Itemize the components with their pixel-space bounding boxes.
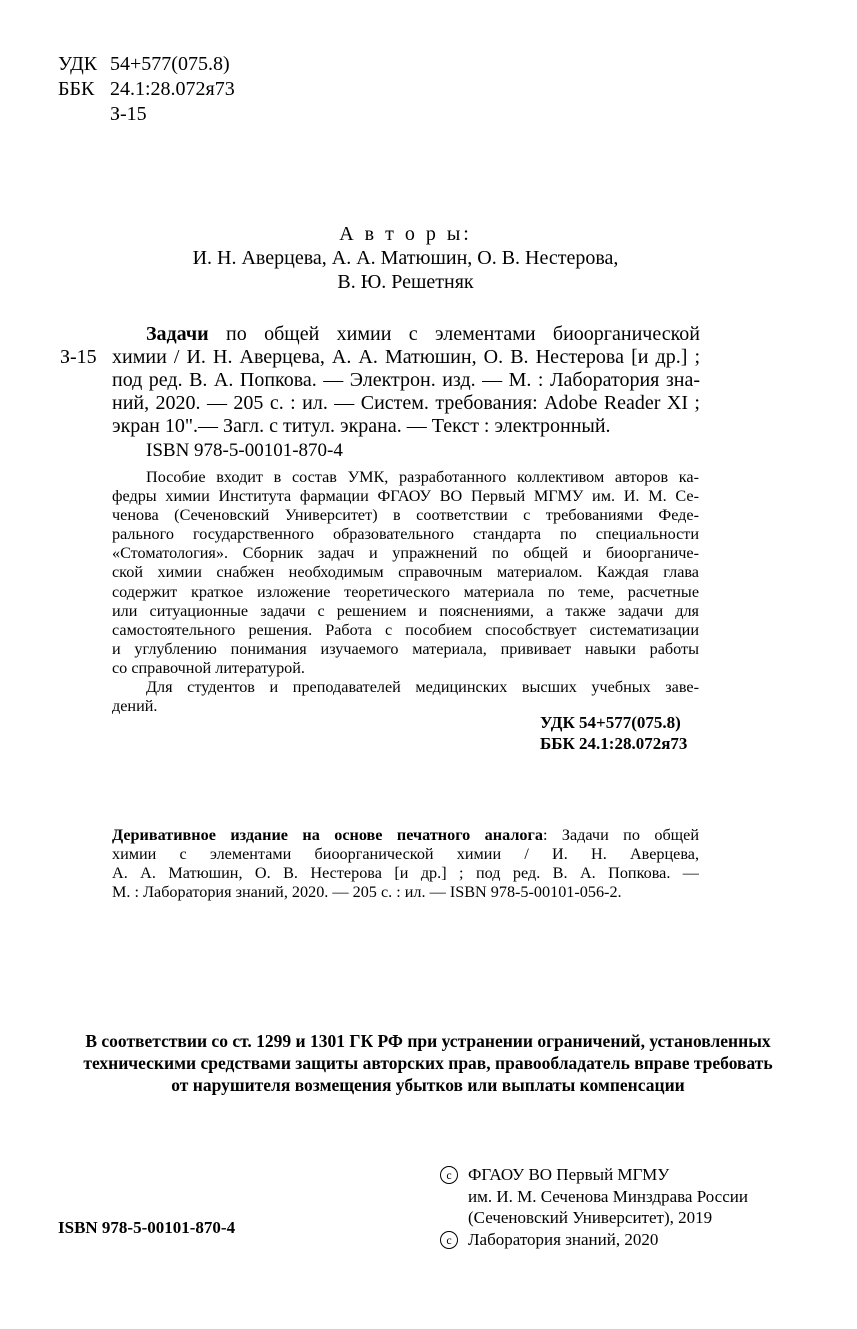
copyright-holder-2 <box>440 1229 748 1251</box>
bbk-row <box>58 77 235 102</box>
bib-line: химии / И. Н. Аверцева, А. А. Матюшин, О. В. Нестерова [и др.] ; <box>112 346 700 368</box>
annotation-line: рального государственного образовательного стандарта по специальности <box>112 525 699 544</box>
bib-line <box>112 323 700 346</box>
bib-title: Задачи <box>146 323 209 345</box>
udk-label: УДК <box>58 53 98 75</box>
authors-line-2: В. Ю. Решетняк <box>337 271 474 293</box>
copyright-icon: c <box>440 1231 458 1249</box>
annotation-line: содержит краткое изложение теоретического материала по теме, расчетные <box>112 582 699 601</box>
authors-heading: А в т о р ы: <box>339 223 472 245</box>
derivative-line <box>112 826 699 845</box>
copyright-holder-line: ФГАОУ ВО Первый МГМУ <box>468 1165 670 1184</box>
copyright-holder-line: им. И. М. Сеченова Минздрава России <box>468 1186 748 1206</box>
notice-line: В соответствии со ст. 1299 и 1301 ГК РФ при устранении ограничений, установленных <box>85 1031 771 1051</box>
derivative-line-text: : Задачи по общей <box>542 826 699 844</box>
udk-bold: УДК 54+577(075.8) <box>540 713 681 732</box>
derivative-heading: Деривативное издание на основе печатного аналога <box>112 826 543 844</box>
annotation-line: «Стоматология». Сборник задач и упражнений по общей и биоорганиче- <box>112 544 699 563</box>
udk-value: 54+577(075.8) <box>110 53 230 75</box>
annotation <box>112 468 699 716</box>
copyright-holder-1 <box>440 1164 748 1186</box>
derivative-line: М. : Лаборатория знаний, 2020. — 205 с. : ил. — ISBN 978-5-00101-056-2. <box>112 883 622 902</box>
derivative-edition <box>112 826 699 902</box>
authors-block <box>0 222 811 294</box>
copyright-holder-line: Лаборатория знаний, 2020 <box>468 1229 659 1249</box>
bib-line: под ред. В. А. Попкова. — Электрон. изд. — М. : Лаборатория зна- <box>112 369 700 391</box>
annotation-line: со справочной литературой. <box>112 658 305 677</box>
author-index: З-15 <box>110 103 147 125</box>
classification-codes <box>58 52 235 127</box>
bib-line: ний, 2020. — 205 с. : ил. — Систем. требования: Adobe Reader XI ; <box>112 392 700 414</box>
udk-row <box>58 52 235 77</box>
bib-author-code: З-15 <box>60 346 97 368</box>
bbk-label: ББК <box>58 78 95 100</box>
copyright-holder-line: (Сеченовский Университет), 2019 <box>468 1208 713 1227</box>
isbn-bottom: ISBN 978-5-00101-870-4 <box>58 1218 236 1237</box>
notice-line: техническими средствами защиты авторских прав, правообладатель вправе требовать <box>83 1053 773 1073</box>
copyright-block <box>440 1164 748 1250</box>
isbn-top: ISBN 978-5-00101-870-4 <box>146 440 343 461</box>
audience-line: дений. <box>112 697 158 716</box>
legal-notice <box>52 1030 804 1096</box>
annotation-line: и углублению понимания изучаемого материала, прививает навыки работы <box>112 639 699 658</box>
annotation-line: федры химии Института фармации ФГАОУ ВО Первый МГМУ им. И. М. Се- <box>112 487 699 506</box>
authors-line-1: И. Н. Аверцева, А. А. Матюшин, О. В. Нестерова, <box>192 247 619 269</box>
derivative-line: А. А. Матюшин, О. В. Нестерова [и др.] ; под ред. В. А. Попкова. — <box>112 864 699 883</box>
notice-line: от нарушителя возмещения убытков или выплаты компенсации <box>171 1075 685 1095</box>
bibliographic-record <box>112 323 700 438</box>
annotation-line: ченова (Сеченовский Университет) в соответствии с требованиями Феде- <box>112 506 699 525</box>
bbk-bold: ББК 24.1:28.072я73 <box>540 734 688 753</box>
classification-codes-bold <box>540 712 687 754</box>
copyright-icon: c <box>440 1166 458 1184</box>
annotation-line: или ситуационные задачи с решением и пояснениями, а также задачи для <box>112 601 699 620</box>
audience-line: Для студентов и преподавателей медицинских высших учебных заве- <box>146 678 699 697</box>
bbk-value: 24.1:28.072я73 <box>110 78 235 100</box>
annotation-line: самостоятельного решения. Работа с пособием способствует систематизации <box>112 620 699 639</box>
bib-line: экран 10".— Загл. с титул. экрана. — Текст : электронный. <box>112 415 611 437</box>
derivative-line: химии с элементами биоорганической химии / И. Н. Аверцева, <box>112 845 699 864</box>
annotation-line: ской химии снабжен необходимым справочным материалом. Каждая глава <box>112 563 699 582</box>
bib-line-text: по общей химии с элементами биоорганической <box>208 323 700 345</box>
annotation-line: Пособие входит в состав УМК, разработанного коллективом авторов ка- <box>146 468 699 486</box>
